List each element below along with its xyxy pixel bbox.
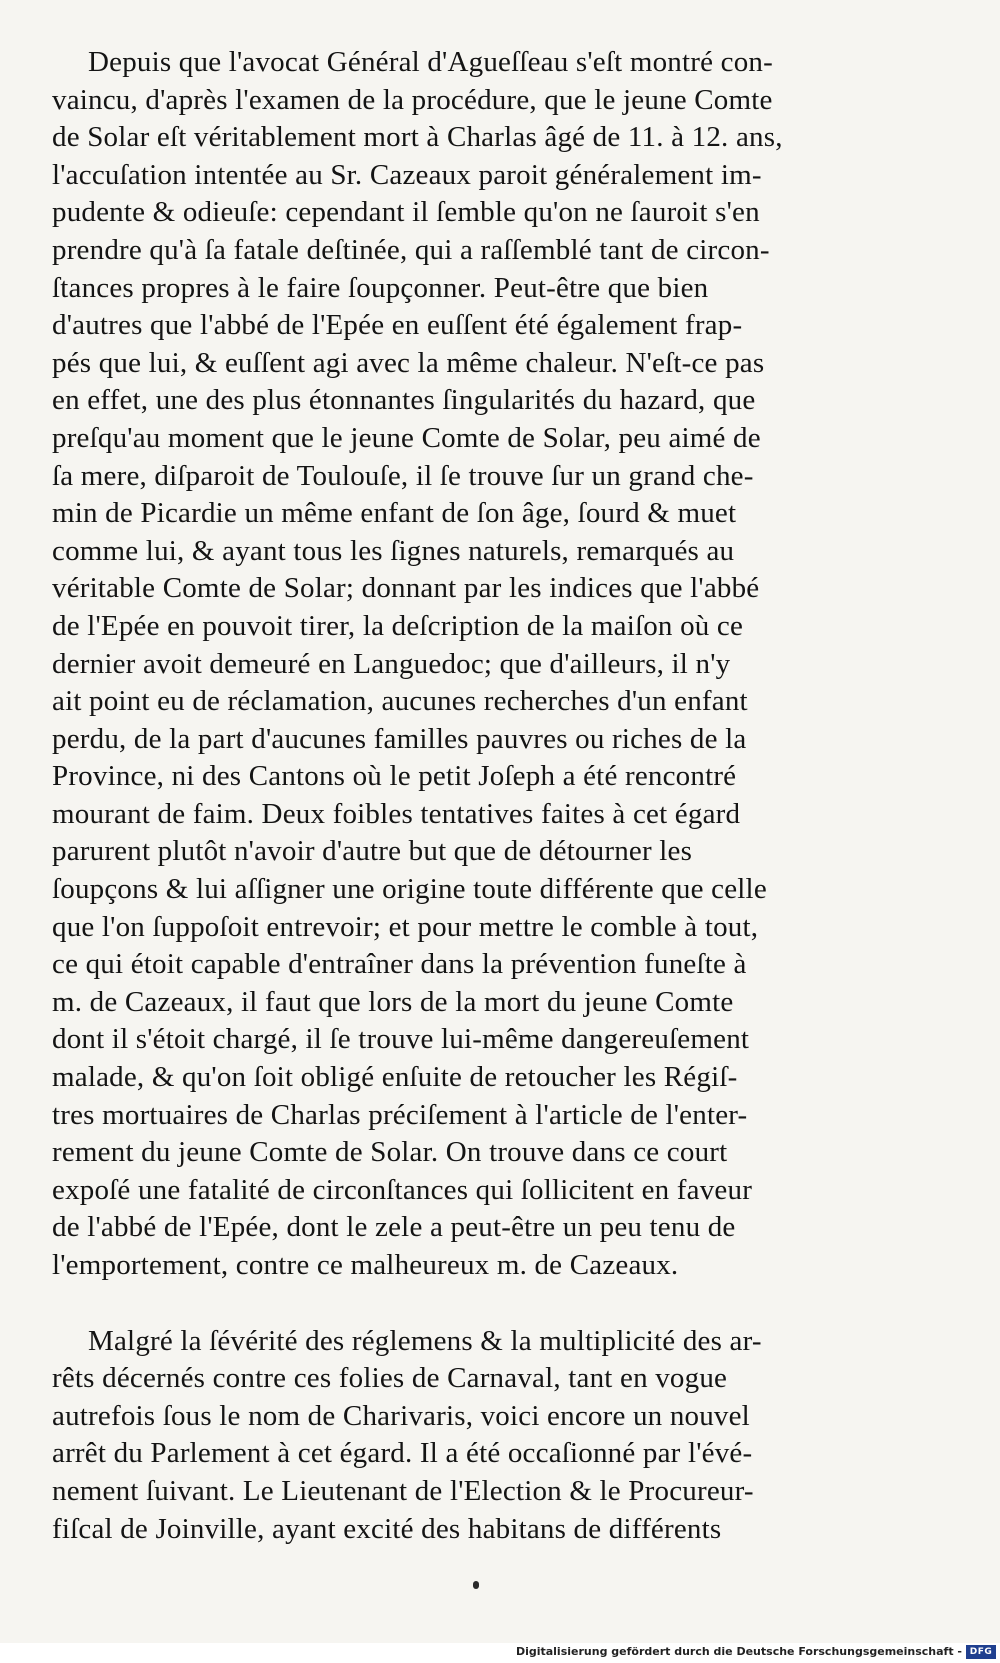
- text-line: d'autres que l'abbé de l'Epée en euſſent été également frap-: [52, 309, 743, 342]
- text-line: preſqu'au moment que le jeune Comte de Solar, peu aimé de: [52, 421, 761, 454]
- text-line: tres mortuaires de Charlas préciſement à l'article de l'enter-: [52, 1098, 748, 1131]
- text-line: ce qui étoit capable d'entraîner dans la prévention funeſte à: [52, 948, 747, 981]
- text-line: perdu, de la part d'aucunes familles pauvres ou riches de la: [52, 722, 747, 755]
- text-line: ait point eu de réclamation, aucunes recherches d'un enfant: [52, 685, 748, 718]
- text-line: de l'abbé de l'Epée, dont le zele a peut-être un peu tenu de: [52, 1211, 736, 1244]
- text-line: expoſé une fatalité de circonſtances qui ſollicitent en faveur: [52, 1173, 753, 1206]
- text-column: [52, 44, 962, 1548]
- text-line: l'emportement, contre ce malheureux m. de Cazeaux.: [52, 1249, 679, 1281]
- ink-mark: [473, 1581, 479, 1589]
- text-line: dernier avoit demeuré en Languedoc; que d'ailleurs, il n'y: [52, 647, 731, 680]
- footer-credit: Digitalisierung gefördert durch die Deutsche Forschungsgemeinschaft -: [515, 1645, 962, 1658]
- text-line: ſtances propres à le faire ſoupçonner. Peut-être que bien: [52, 271, 709, 304]
- text-line: l'accuſation intentée au Sr. Cazeaux paroit généralement im-: [52, 158, 762, 191]
- text-line: de Solar eſt véritablement mort à Charlas âgé de 11. à 12. ans,: [52, 121, 783, 154]
- text-line: vaincu, d'après l'examen de la procédure, que le jeune Comte: [52, 83, 773, 116]
- text-line: comme lui, & ayant tous les ſignes naturels, remarqués au: [52, 534, 735, 567]
- text-line: véritable Comte de Solar; donnant par les indices que l'abbé: [52, 572, 760, 605]
- text-line: m. de Cazeaux, il faut que lors de la mort du jeune Comte: [52, 985, 734, 1018]
- text-line: rêts décernés contre ces folies de Carnaval, tant en vogue: [52, 1362, 728, 1395]
- dfg-logo: DFG: [966, 1645, 996, 1659]
- text-line: mourant de faim. Deux foibles tentatives faites à cet égard: [52, 797, 741, 830]
- text-line: min de Picardie un même enfant de ſon âge, ſourd & muet: [52, 497, 737, 530]
- paragraph-1: [52, 44, 962, 1285]
- text-line: Depuis que l'avocat Général d'Agueſſeau s'eſt montré con-: [88, 46, 773, 78]
- text-line: pés que lui, & euſſent agi avec la même chaleur. N'eſt-ce pas: [52, 346, 765, 379]
- text-line: ſa mere, diſparoit de Toulouſe, il ſe trouve ſur un grand che-: [52, 459, 754, 492]
- text-line: de l'Epée en pouvoit tirer, la deſcription de la maiſon où ce: [52, 609, 744, 642]
- text-line: malade, & qu'on ſoit obligé enſuite de retoucher les Régiſ-: [52, 1061, 738, 1094]
- text-line: pudente & odieuſe: cependant il ſemble qu'on ne ſauroit s'en: [52, 196, 760, 229]
- text-line: parurent plutôt n'avoir d'autre but que de détourner les: [52, 835, 693, 868]
- text-line: que l'on ſuppoſoit entrevoir; et pour mettre le comble à tout,: [52, 910, 759, 943]
- text-line: prendre qu'à ſa fatale deſtinée, qui a raſſemblé tant de circon-: [52, 233, 770, 266]
- text-line: Province, ni des Cantons où le petit Joſeph a été rencontré: [52, 760, 737, 793]
- text-line: fiſcal de Joinville, ayant excité des habitans de différents: [52, 1512, 722, 1545]
- paragraph-2: [52, 1323, 962, 1549]
- text-line: Malgré la ſévérité des réglemens & la multiplicité des ar-: [88, 1324, 762, 1357]
- paragraph-gap: [52, 1285, 962, 1323]
- text-line: nement ſuivant. Le Lieutenant de l'Election & le Procureur-: [52, 1474, 754, 1507]
- text-line: rement du jeune Comte de Solar. On trouve dans ce court: [52, 1136, 728, 1169]
- text-line: dont il s'étoit chargé, il ſe trouve lui-même dangereuſement: [52, 1023, 750, 1056]
- text-line: autrefois ſous le nom de Charivaris, voici encore un nouvel: [52, 1399, 750, 1432]
- digitization-footer: [0, 1643, 1000, 1663]
- text-line: en effet, une des plus étonnantes ſingularités du hazard, que: [52, 384, 756, 417]
- text-line: ſoupçons & lui aſſigner une origine toute différente que celle: [52, 873, 767, 906]
- text-line: arrêt du Parlement à cet égard. Il a été occaſionné par l'évé-: [52, 1437, 753, 1470]
